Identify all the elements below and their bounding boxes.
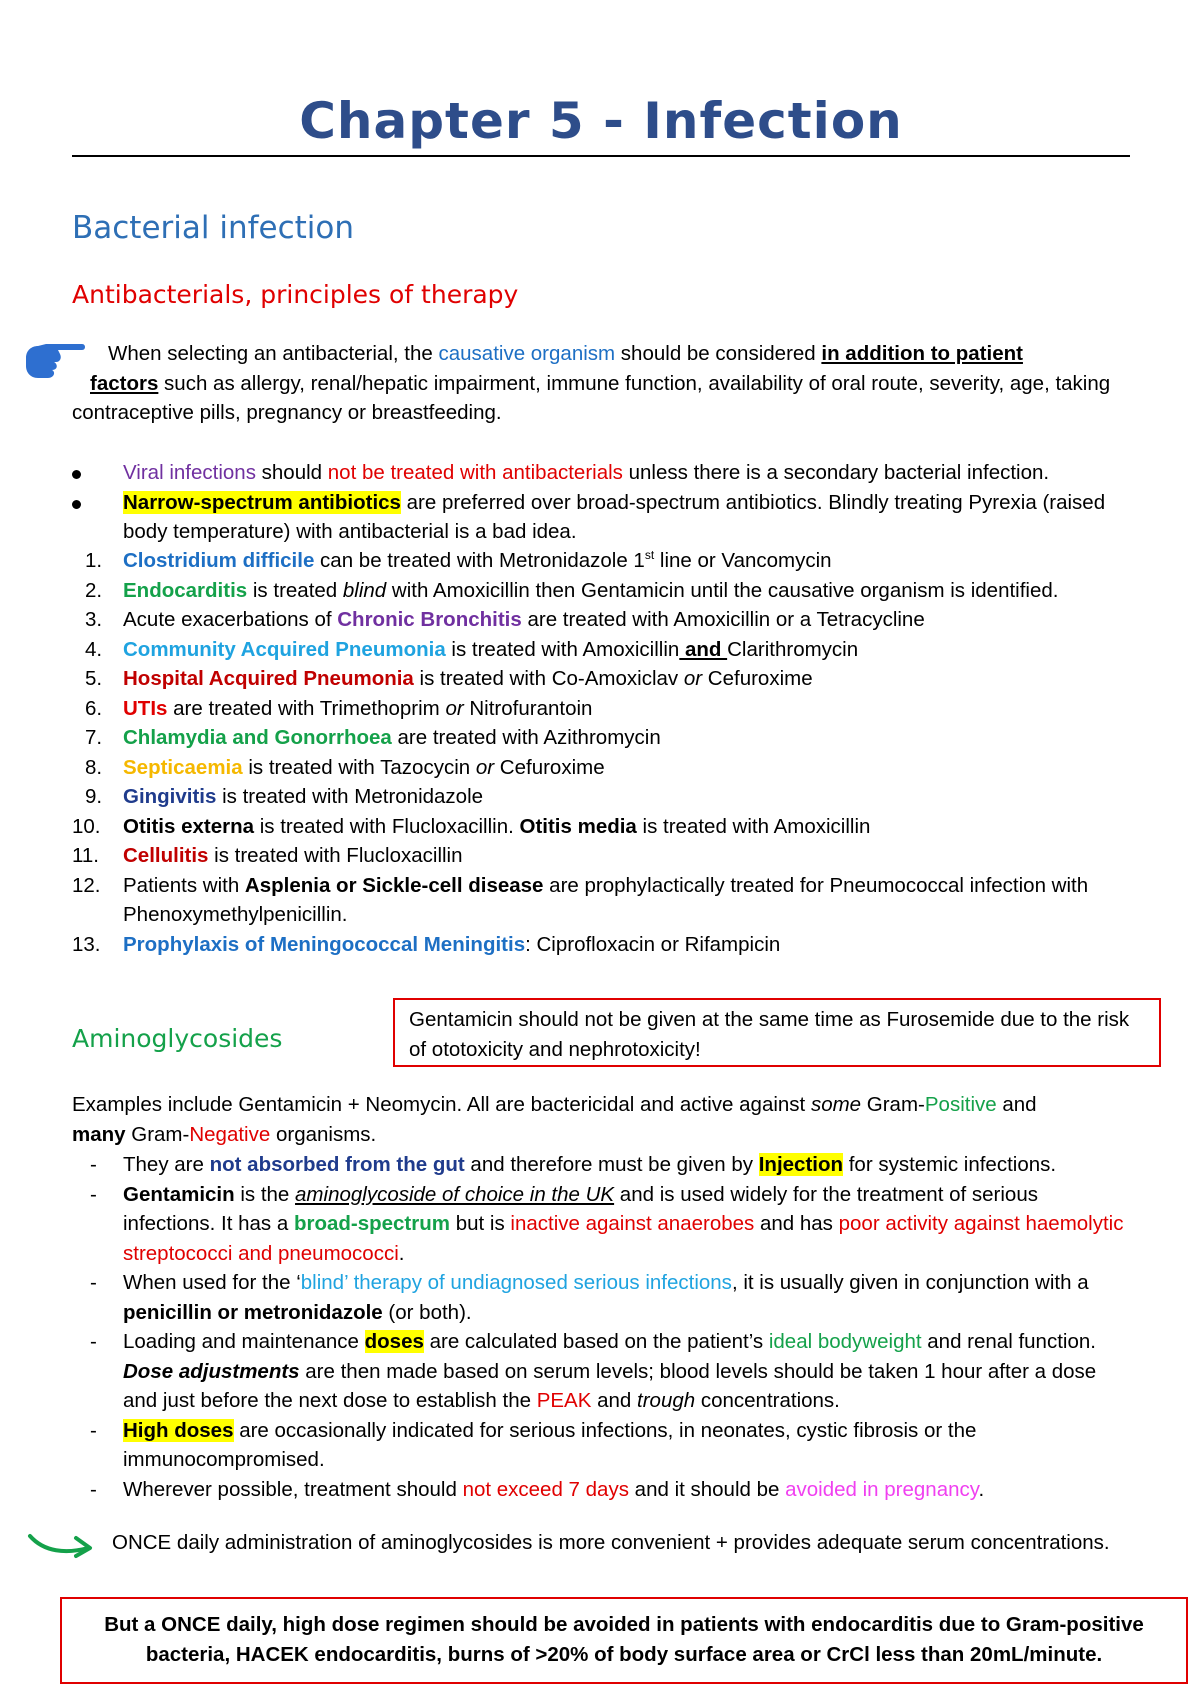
list-item: 10. Otitis externa is treated with Flucloxacillin. Otitis media is treated with Amoxicillin <box>72 814 871 838</box>
once-daily-note: ONCE daily administration of aminoglycosides is more convenient + provides adequate serum concentrations. <box>112 1531 1110 1554</box>
list-item: - Loading and maintenance doses are calculated based on the patient’s ideal bodyweight and renal function. Dose adjustments are then made based on serum levels; blood levels should be taken 1 hour after a dose and just before the next dose to establish the PEAK and trough concentrations. <box>90 1330 1097 1412</box>
list-item: 13. Prophylaxis of Meningococcal Meningitis: Ciprofloxacin or Rifampicin <box>72 932 781 956</box>
gentamicin-warning-box: Gentamicin should not be given at the same time as Furosemide due to the risk of ototoxicity and nephrotoxicity! <box>393 998 1161 1067</box>
list-item: - High doses are occasionally indicated for serious infections, in neonates, cystic fibrosis or the immunocompromised. <box>90 1418 977 1471</box>
list-item: 1. Clostridium difficile can be treated with Metronidazole 1st line or Vancomycin <box>85 548 832 572</box>
principles-bullet-list <box>72 458 1132 547</box>
list-item: - When used for the ‘blind’ therapy of undiagnosed serious infections, it is usually given in conjunction with a penicillin or metronidazole (or both). <box>90 1271 1089 1324</box>
aminoglycoside-examples: Examples include Gentamicin + Neomycin. All are bactericidal and active against some Gram-Positive and many Gram-Negative organisms. <box>72 1093 1037 1146</box>
list-item: 2. Endocarditis is treated blind with Amoxicillin then Gentamicin until the causative organism is identified. <box>85 578 1059 602</box>
term-causative-organism: causative organism <box>438 342 616 365</box>
subsection-heading-aminoglycosides: Aminoglycosides <box>72 1024 283 1053</box>
list-item: Viral infections should not be treated with antibacterials unless there is a secondary bacterial infection. <box>72 458 1132 488</box>
infection-treatment-list <box>72 546 1132 959</box>
endocarditis-warning-box: But a ONCE daily, high dose regimen should be avoided in patients with endocarditis due to Gram-positive bacteria, HACEK endocarditis, burns of >20% of body surface area or CrCl less than 20mL/minute. <box>60 1597 1188 1684</box>
intro-paragraph: When selecting an antibacterial, the causative organism should be considered in addition to patient factors such as allergy, renal/hepatic impairment, immune function, availability of oral route, severity, age, taking contraceptive pills, pregnancy or breastfeeding. <box>72 342 1111 424</box>
list-item: 12. Patients with Asplenia or Sickle-cell disease are prophylactically treated for Pneumococcal infection with Phenoxymethylpenicillin. <box>72 873 1089 926</box>
aminoglycoside-dash-list <box>72 1150 1132 1504</box>
list-item: 8. Septicaemia is treated with Tazocycin or Cefuroxime <box>85 755 605 779</box>
list-item: 4. Community Acquired Pneumonia is treated with Amoxicillin and Clarithromycin <box>85 637 859 661</box>
page-title: Chapter 5 - Infection <box>299 92 903 150</box>
list-item: - Wherever possible, treatment should not exceed 7 days and it should be avoided in pregnancy. <box>90 1477 985 1501</box>
list-item: 11. Cellulitis is treated with Flucloxacillin <box>72 844 463 867</box>
list-item: 9. Gingivitis is treated with Metronidazole <box>85 785 484 808</box>
list-item: Narrow-spectrum antibiotics are preferred over broad-spectrum antibiotics. Blindly treating Pyrexia (raised body temperature) with antibacterial is a bad idea. <box>72 488 1132 547</box>
subsection-heading-antibacterials: Antibacterials, principles of therapy <box>72 280 519 309</box>
list-item: - They are not absorbed from the gut and therefore must be given by Injection for systemic infections. <box>90 1153 1057 1176</box>
title-divider <box>72 155 1130 157</box>
list-item: 5. Hospital Acquired Pneumonia is treated with Co-Amoxiclav or Cefuroxime <box>85 667 813 690</box>
list-item: 3. Acute exacerbations of Chronic Bronchitis are treated with Amoxicillin or a Tetracycline <box>85 608 925 631</box>
section-heading-bacterial: Bacterial infection <box>72 210 355 246</box>
list-item: - Gentamicin is the aminoglycoside of choice in the UK and is used widely for the treatment of serious infections. It has a broad-spectrum but is inactive against anaerobes and has poor activity against haemolytic streptococci and pneumococci. <box>90 1182 1124 1265</box>
list-item: 7. Chlamydia and Gonorrhoea are treated with Azithromycin <box>85 726 661 749</box>
list-item: 6. UTIs are treated with Trimethoprim or Nitrofurantoin <box>85 696 593 720</box>
